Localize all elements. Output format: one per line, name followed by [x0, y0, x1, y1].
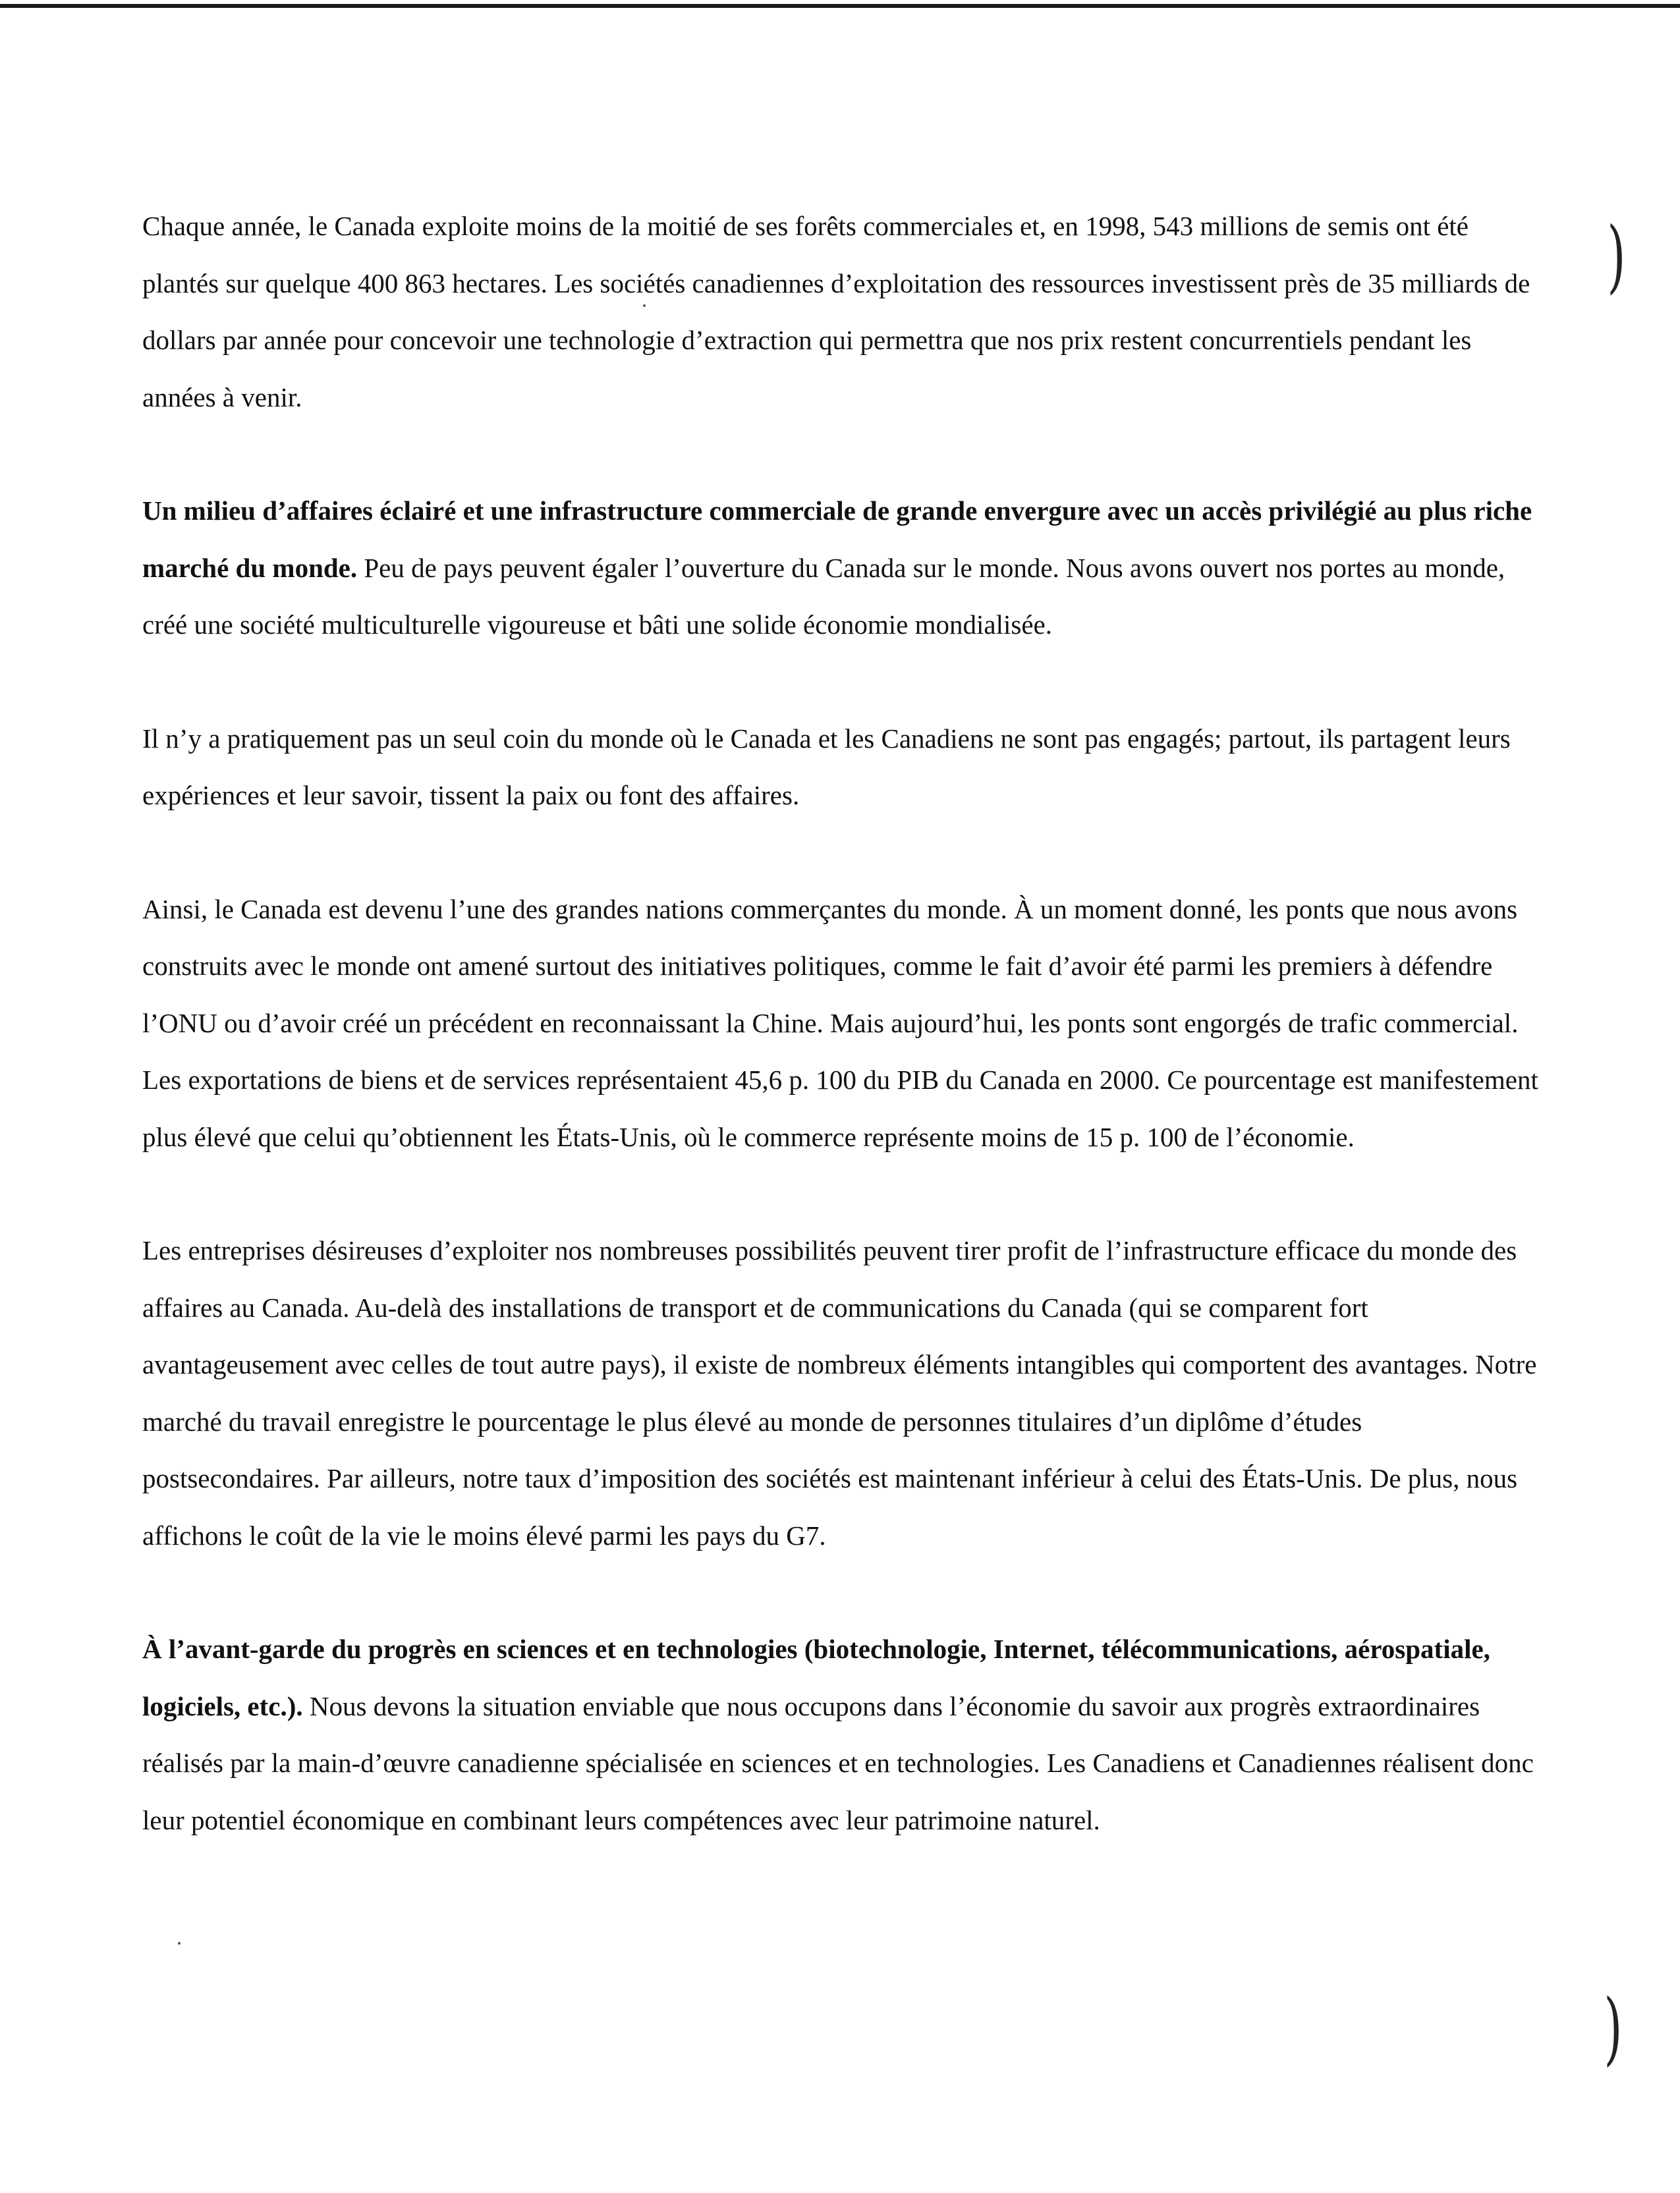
paragraph-text: Nous devons la situation enviable que nous occupons dans l’économie du savoir aux progrès extraordinaires réalisés par la main-d’œuvre canadienne spécialisée en sciences et en technologies. Les Canadiens et Canadiennes réalisent donc leur potentiel économique en combinant leurs compétences avec leur patrimoine naturel.: [142, 1690, 1534, 1835]
paragraph-infrastructure: [142, 1222, 1539, 1564]
document-body: [142, 198, 1539, 1905]
paragraph-text: Chaque année, le Canada exploite moins de la moitié de ses forêts commerciales et, en 1998, 543 millions de semis ont été plantés sur quelque 400 863 hectares. Les sociétés canadiennes d’exploitation des ressources investissent près de 35 milliards de dollars par année pour concevoir une technologie d’extraction qui permettra que nos prix restent concurrentiels pendant les années à venir.: [142, 211, 1530, 412]
scan-speck: [178, 1942, 181, 1945]
paragraph-text: Ainsi, le Canada est devenu l’une des grandes nations commerçantes du monde. À un moment donné, les ponts que nous avons construits avec le monde ont amené surtout des initiatives politiques, comme le fait d’avoir été parmi les premiers à défendre l’ONU ou d’avoir créé un précédent en reconnaissant la Chine. Mais aujourd’hui, les ponts sont engorgés de trafic commercial. Les exportations de biens et de services représentaient 45,6 p. 100 du PIB du Canada en 2000. Ce pourcentage est manifestement plus élevé que celui qu’obtiennent les États-Unis, où le commerce représente moins de 15 p. 100 de l’économie.: [142, 893, 1538, 1152]
binder-hole-mark-top: ): [1607, 211, 1626, 302]
paragraph-text: Peu de pays peuvent égaler l’ouverture du Canada sur le monde. Nous avons ouvert nos portes au monde, créé une société multiculturelle vigoureuse et bâti une solide économie mondialisée.: [142, 552, 1505, 640]
paragraph-science-technology: [142, 1621, 1539, 1848]
scan-top-border: [0, 4, 1680, 8]
paragraph-text: Il n’y a pratiquement pas un seul coin du monde où le Canada et les Canadiens ne sont pas engagés; partout, ils partagent leurs expériences et leur savoir, tissent la paix ou font des affaires.: [142, 723, 1511, 810]
paragraph-heading: Un milieu d’affaires éclairé et une infrastructure commerciale de grande envergure avec un accès privilégié au plus riche marché du monde.: [142, 495, 1532, 583]
paragraph-global-engagement: [142, 710, 1539, 824]
paragraph-business-environment: [142, 482, 1539, 653]
paragraph-forests: [142, 198, 1539, 426]
paragraph-trading-nation: [142, 881, 1539, 1166]
paragraph-heading: À l’avant-garde du progrès en sciences et en technologies (biotechnologie, Internet, télécommunications, aérospatiale, logiciels, etc.).: [142, 1634, 1490, 1721]
paragraph-text: Les entreprises désireuses d’exploiter nos nombreuses possibilités peuvent tirer profit de l’infrastructure efficace du monde des affaires au Canada. Au-delà des installations de transport et de communications du Canada (qui se comparent fort avantageusement avec celles de tout autre pays), il existe de nombreux éléments intangibles qui comportent des avantages. Notre marché du travail enregistre le pourcentage le plus élevé au monde de personnes titulaires d’un diplôme d’études postsecondaires. Par ailleurs, notre taux d’imposition des sociétés est maintenant inférieur à celui des États-Unis. De plus, nous affichons le coût de la vie le moins élevé parmi les pays du G7.: [142, 1235, 1537, 1551]
binder-hole-mark-bottom: ): [1604, 1983, 1623, 2074]
